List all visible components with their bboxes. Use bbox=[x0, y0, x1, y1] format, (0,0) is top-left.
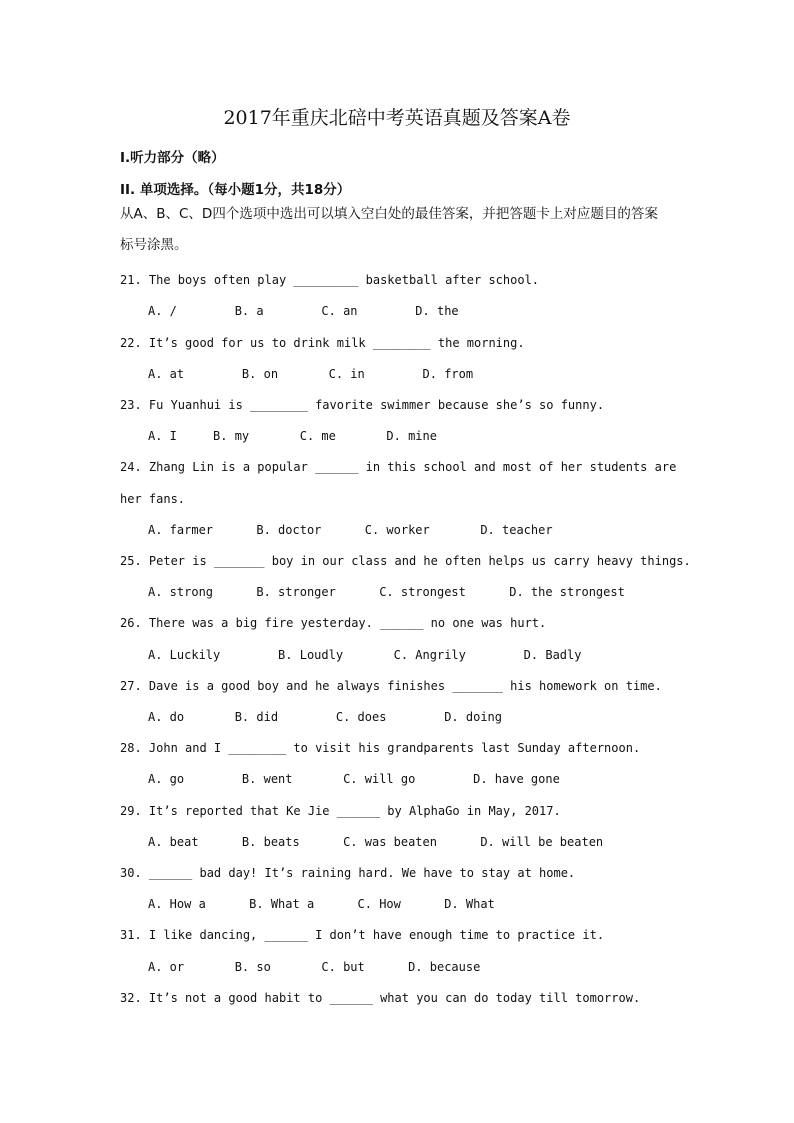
options-24: A. farmer B. doctor C. worker D. teacher bbox=[148, 523, 553, 537]
instructions bbox=[120, 199, 680, 261]
question-30: 30. ______ bad day! It’s raining hard. We have to stay at home. bbox=[120, 866, 576, 880]
options-28: A. go B. went C. will go D. have gone bbox=[148, 772, 560, 786]
options-30: A. How a B. What a C. How D. What bbox=[148, 897, 495, 911]
question-26: 26. There was a big fire yesterday. ______ no one was hurt. bbox=[120, 616, 547, 630]
instruction-line-1: 从A、B、C、D四个选项中选出可以填入空白处的最佳答案，并把答题卡上对应题目的答案 bbox=[120, 206, 658, 222]
options-26: A. Luckily B. Loudly C. Angrily D. Badly bbox=[148, 648, 582, 662]
question-24: 24. Zhang Lin is a popular ______ in this school and most of her students are bbox=[120, 460, 677, 474]
options-23: A. I B. my C. me D. mine bbox=[148, 429, 437, 443]
question-23: 23. Fu Yuanhui is ________ favorite swimmer because she’s so funny. bbox=[120, 398, 605, 412]
instruction-line-2: 标号涂黑。 bbox=[120, 237, 188, 253]
question-32: 32. It’s not a good habit to ______ what you can do today till tomorrow. bbox=[120, 991, 641, 1005]
options-31: A. or B. so C. but D. because bbox=[148, 960, 481, 974]
section-choice-heading: II. 单项选择。（每小题1分，共18分） bbox=[120, 182, 351, 198]
page-title: 2017年重庆北碚中考英语真题及答案A卷 bbox=[223, 107, 571, 129]
question-28: 28. John and I ________ to visit his grandparents last Sunday afternoon. bbox=[120, 741, 641, 755]
question-25: 25. Peter is _______ boy in our class and he often helps us carry heavy things. bbox=[120, 554, 691, 568]
question-24-continued: her fans. bbox=[120, 492, 186, 506]
options-29: A. beat B. beats C. was beaten D. will be beaten bbox=[148, 835, 604, 849]
options-22: A. at B. on C. in D. from bbox=[148, 367, 474, 381]
question-31: 31. I like dancing, ______ I don’t have enough time to practice it. bbox=[120, 928, 605, 942]
options-21: A. / B. a C. an D. the bbox=[148, 304, 459, 318]
question-22: 22. It’s good for us to drink milk ________ the morning. bbox=[120, 336, 525, 350]
question-21: 21. The boys often play _________ basketball after school. bbox=[120, 273, 540, 287]
section-listening-heading: I.听力部分（略） bbox=[120, 150, 225, 166]
options-25: A. strong B. stronger C. strongest D. the strongest bbox=[148, 585, 625, 599]
options-27: A. do B. did C. does D. doing bbox=[148, 710, 503, 724]
question-29: 29. It’s reported that Ke Jie ______ by AlphaGo in May, 2017. bbox=[120, 804, 561, 818]
question-27: 27. Dave is a good boy and he always finishes _______ his homework on time. bbox=[120, 679, 662, 693]
